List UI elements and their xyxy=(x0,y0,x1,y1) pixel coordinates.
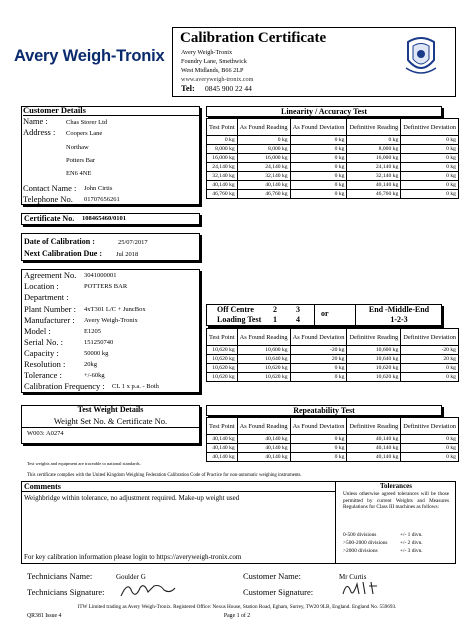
column-header: Definitive Deviation xyxy=(401,329,459,346)
table-cell: 10,620 kg xyxy=(347,373,401,382)
table-cell: 46,760 kg xyxy=(347,190,401,199)
telephone-label: Tel: xyxy=(181,83,195,93)
contact-name: John Cirtis xyxy=(84,185,113,192)
position-3: 3 xyxy=(296,305,300,314)
table-cell: 0 kg xyxy=(401,444,459,453)
column-header: As Found Reading xyxy=(237,418,290,435)
table-row xyxy=(207,154,459,163)
column-header: As Found Reading xyxy=(237,329,290,346)
tolerance-value: +/- 2 divn. xyxy=(400,540,423,546)
table-cell: 20 kg xyxy=(290,355,347,364)
website-text: www.averyweigh-tronix.com xyxy=(181,76,254,83)
footer-legal: ITW Limited trading as Avery Weigh-Tronix. Registered Office: Nexus House, Station Road, Egham, Surrey, TW20 9LB, England. England No. 559693. xyxy=(77,604,397,610)
customer-address-line: Northaw xyxy=(66,144,89,151)
certificate-title: Calibration Certificate xyxy=(180,30,327,46)
traceable-note: Test weights and equipment are traceable to national standards. xyxy=(27,461,141,466)
table-cell: 40,140 kg xyxy=(207,435,238,444)
resolution-value: 20kg xyxy=(84,361,97,368)
address-line: West Midlands, B66 2LP xyxy=(181,67,244,74)
form-number: QR381 Issue 4 xyxy=(27,613,62,619)
capacity-value: 50000 kg xyxy=(84,350,109,357)
tolerance-value: +/-60kg xyxy=(84,372,105,379)
table-cell: 40,140 kg xyxy=(347,453,401,462)
table-cell: 0 kg xyxy=(401,373,459,382)
address-label: Address : xyxy=(23,127,56,137)
table-cell: 46,760 kg xyxy=(207,190,238,199)
table-cell: 0 kg xyxy=(401,154,459,163)
customer-address-line: EN6 4NE xyxy=(66,170,92,177)
calibration-date-label: Date of Calibration : xyxy=(24,237,95,246)
table-row xyxy=(207,163,459,172)
customer-address-line: Potters Bar xyxy=(66,157,96,164)
table-cell: -20 kg xyxy=(401,346,459,355)
page-number: Page 1 of 2 xyxy=(223,613,251,619)
table-cell: 0 kg xyxy=(290,172,347,181)
table-header-row xyxy=(207,119,459,136)
serial-label: Serial No. : xyxy=(24,337,63,347)
table-cell: 40,140 kg xyxy=(347,444,401,453)
table-cell: -20 kg xyxy=(290,346,347,355)
technician-signature xyxy=(118,578,178,600)
table-cell: 0 kg xyxy=(290,364,347,373)
tolerance-value: +/- 1 divn. xyxy=(400,532,423,538)
table-cell: 0 kg xyxy=(401,435,459,444)
table-cell: 8,000 kg xyxy=(237,145,290,154)
table-header-row xyxy=(207,329,459,346)
compliance-statement: This certificate complies with the United Kingdom Weighing Federation Calibration Code of Practice for non-automatic weighing instruments. xyxy=(27,473,302,478)
table-cell: 0 kg xyxy=(401,181,459,190)
table-cell: 0 kg xyxy=(401,163,459,172)
location-label: Location : xyxy=(24,281,59,291)
table-cell: 10,640 kg xyxy=(347,355,401,364)
offcentre-table xyxy=(206,328,459,382)
login-note: For key calibration information please login to https://averyweigh-tronix.com xyxy=(24,553,242,561)
test-weight-title: Test Weight Details xyxy=(77,405,144,414)
table-cell: 40,140 kg xyxy=(237,444,290,453)
tolerances-title: Tolerances xyxy=(379,482,413,490)
customer-name: Mr Curtis xyxy=(339,573,367,581)
table-cell: 0 kg xyxy=(290,373,347,382)
table-cell: 40,140 kg xyxy=(237,435,290,444)
table-cell: 10,620 kg xyxy=(207,373,238,382)
table-cell: 32,140 kg xyxy=(237,172,290,181)
column-header: Definitive Deviation xyxy=(401,119,459,136)
table-cell: 24,140 kg xyxy=(347,163,401,172)
manufacturer-value: Avery Weigh-Tronix xyxy=(84,317,138,324)
table-row xyxy=(207,190,459,199)
tolerances-text: Unless otherwise agreed tolerances will be those permitted by current Weights and Measures Regulations for Class III machines as follows: xyxy=(343,491,449,510)
next-calibration-date: Jul 2018 xyxy=(116,251,139,258)
table-cell: 10,600 kg xyxy=(237,346,290,355)
table-row xyxy=(207,355,459,364)
column-header: Test Point xyxy=(207,119,238,136)
table-cell: 10,600 kg xyxy=(347,346,401,355)
column-header: Definitive Reading xyxy=(347,119,401,136)
manufacturer-label: Manufacturer : xyxy=(24,315,75,325)
customer-signature-label: Customer Signature: xyxy=(243,587,314,597)
position-1: 1 xyxy=(273,315,277,324)
table-cell: 0 kg xyxy=(347,136,401,145)
tolerance-label: Tolerance : xyxy=(24,370,62,380)
linearity-title: Linearity / Accuracy Test xyxy=(281,107,367,116)
frequency-label: Calibration Frequency : xyxy=(24,381,105,391)
table-row xyxy=(207,136,459,145)
table-cell: 10,620 kg xyxy=(237,364,290,373)
column-header: As Found Deviation xyxy=(290,119,347,136)
agreement-label: Agreement No. xyxy=(24,270,77,280)
table-row xyxy=(207,172,459,181)
model-label: Model : xyxy=(24,326,51,336)
serial-number: 151250740 xyxy=(84,339,114,346)
table-cell: 24,140 kg xyxy=(237,163,290,172)
comments-text: Weighbridge within tolerance, no adjustment required. Make-up weight used xyxy=(24,494,240,502)
department-label: Department : xyxy=(24,292,69,302)
table-cell: 32,140 kg xyxy=(347,172,401,181)
certificate-number-label: Certificate No. xyxy=(24,214,75,223)
table-cell: 40,140 kg xyxy=(237,453,290,462)
table-cell: 0 kg xyxy=(237,136,290,145)
table-cell: 16,000 kg xyxy=(237,154,290,163)
customer-address-line: Coopers Lane xyxy=(66,130,103,137)
table-cell: 0 kg xyxy=(290,444,347,453)
plant-number-label: Plant Number : xyxy=(24,304,76,314)
repeatability-title: Repeatability Test xyxy=(293,406,355,415)
table-row xyxy=(207,444,459,453)
certificate-number: 108465460/0101 xyxy=(82,215,127,222)
tolerance-range: >2000 divisions xyxy=(343,548,378,554)
table-cell: 0 kg xyxy=(290,136,347,145)
table-cell: 0 kg xyxy=(290,435,347,444)
company-logo: Avery Weigh-Tronix xyxy=(14,47,165,65)
resolution-label: Resolution : xyxy=(24,359,66,369)
table-cell: 16,000 kg xyxy=(207,154,238,163)
table-cell: 10,620 kg xyxy=(207,364,238,373)
table-cell: 40,140 kg xyxy=(207,181,238,190)
end-middle-end-numbers: 1-2-3 xyxy=(390,315,408,324)
location-value: POTTERS BAR xyxy=(84,283,128,290)
table-cell: 0 kg xyxy=(207,136,238,145)
or-label: or xyxy=(321,309,329,318)
customer-name-label: Customer Name: xyxy=(243,571,301,581)
address-line: Foundry Lane, Smethwick xyxy=(181,58,247,65)
table-cell: 24,140 kg xyxy=(207,163,238,172)
table-cell: 20 kg xyxy=(401,355,459,364)
table-cell: 8,000 kg xyxy=(347,145,401,154)
position-4: 4 xyxy=(296,315,300,324)
column-header: Definitive Reading xyxy=(347,418,401,435)
table-cell: 10,640 kg xyxy=(237,355,290,364)
column-header: As Found Deviation xyxy=(290,329,347,346)
table-row xyxy=(207,453,459,462)
table-cell: 0 kg xyxy=(290,453,347,462)
customer-name: Chas Storer Ltd xyxy=(66,119,108,126)
telephone-number: 0845 900 22 44 xyxy=(205,84,252,93)
table-cell: 0 kg xyxy=(401,453,459,462)
table-row xyxy=(207,435,459,444)
off-centre-label: Off Centre xyxy=(217,305,254,314)
calibration-date: 25/07/2017 xyxy=(118,239,148,246)
table-cell: 10,620 kg xyxy=(207,355,238,364)
customer-signature xyxy=(339,576,383,598)
table-cell: 0 kg xyxy=(290,190,347,199)
column-header: Test Point xyxy=(207,329,238,346)
repeatability-table xyxy=(206,417,459,462)
plant-number: 4xT301 L/C + JuncBox xyxy=(84,306,146,313)
technician-name-label: Technicians Name: xyxy=(27,571,93,581)
model-value: E1205 xyxy=(84,328,101,335)
linearity-table xyxy=(206,118,459,199)
table-row xyxy=(207,145,459,154)
name-label: Name : xyxy=(23,116,48,126)
table-cell: 40,140 kg xyxy=(207,444,238,453)
weight-set-label: Weight Set No. & Certificate No. xyxy=(53,416,168,426)
table-cell: 8,000 kg xyxy=(207,145,238,154)
technician-name: Goulder G xyxy=(116,573,146,581)
table-cell: 0 kg xyxy=(401,136,459,145)
tolerance-range: 0-500 divisions xyxy=(343,532,377,538)
comments-title: Comments xyxy=(24,482,61,491)
loading-test-label: Loading Test xyxy=(217,315,262,324)
address-line: Avery Weigh-Tronix xyxy=(181,49,233,56)
royal-crest-icon xyxy=(402,32,440,80)
column-header: Definitive Deviation xyxy=(401,418,459,435)
table-cell: 10,620 kg xyxy=(237,373,290,382)
table-row xyxy=(207,346,459,355)
table-cell: 0 kg xyxy=(290,154,347,163)
tolerance-range: >500-2000 divisions xyxy=(343,540,388,546)
table-cell: 0 kg xyxy=(290,181,347,190)
frequency-value: CL 1 x p.a. - Both xyxy=(112,383,159,390)
technician-signature-label: Technicians Signature: xyxy=(27,587,105,597)
end-middle-end-label: End -Middle-End xyxy=(368,305,430,314)
column-header: Definitive Reading xyxy=(347,329,401,346)
divider xyxy=(23,115,200,116)
telephone-label: Telephone No. xyxy=(23,194,73,204)
table-cell: 16,000 kg xyxy=(347,154,401,163)
table-cell: 10,620 kg xyxy=(347,364,401,373)
table-cell: 40,140 kg xyxy=(207,453,238,462)
position-2: 2 xyxy=(273,305,277,314)
agreement-number: 3041000001 xyxy=(84,272,117,279)
table-cell: 0 kg xyxy=(401,190,459,199)
table-cell: 40,140 kg xyxy=(347,435,401,444)
table-row xyxy=(207,364,459,373)
weight-set-value: W003: A0274 xyxy=(27,430,64,437)
table-cell: 32,140 kg xyxy=(207,172,238,181)
divider xyxy=(335,481,336,564)
table-header-row xyxy=(207,418,459,435)
column-header: As Found Reading xyxy=(237,119,290,136)
table-cell: 0 kg xyxy=(401,172,459,181)
table-row xyxy=(207,181,459,190)
divider xyxy=(21,491,335,492)
table-cell: 0 kg xyxy=(401,145,459,154)
table-cell: 0 kg xyxy=(290,163,347,172)
next-calibration-label: Next Calibration Due : xyxy=(24,249,102,258)
table-cell: 40,140 kg xyxy=(237,181,290,190)
capacity-label: Capacity : xyxy=(24,348,59,358)
customer-details-title: Customer Details xyxy=(23,105,86,115)
table-cell: 10,620 kg xyxy=(207,346,238,355)
table-cell: 40,140 kg xyxy=(347,181,401,190)
column-header: Test Point xyxy=(207,418,238,435)
customer-telephone: 01707656261 xyxy=(84,196,120,203)
table-cell: 46,760 kg xyxy=(237,190,290,199)
contact-label: Contact Name : xyxy=(23,183,77,193)
table-cell: 0 kg xyxy=(290,145,347,154)
table-row xyxy=(207,373,459,382)
tolerance-value: +/- 3 divn. xyxy=(400,548,423,554)
table-cell: 0 kg xyxy=(401,364,459,373)
column-header: As Found Deviation xyxy=(290,418,347,435)
